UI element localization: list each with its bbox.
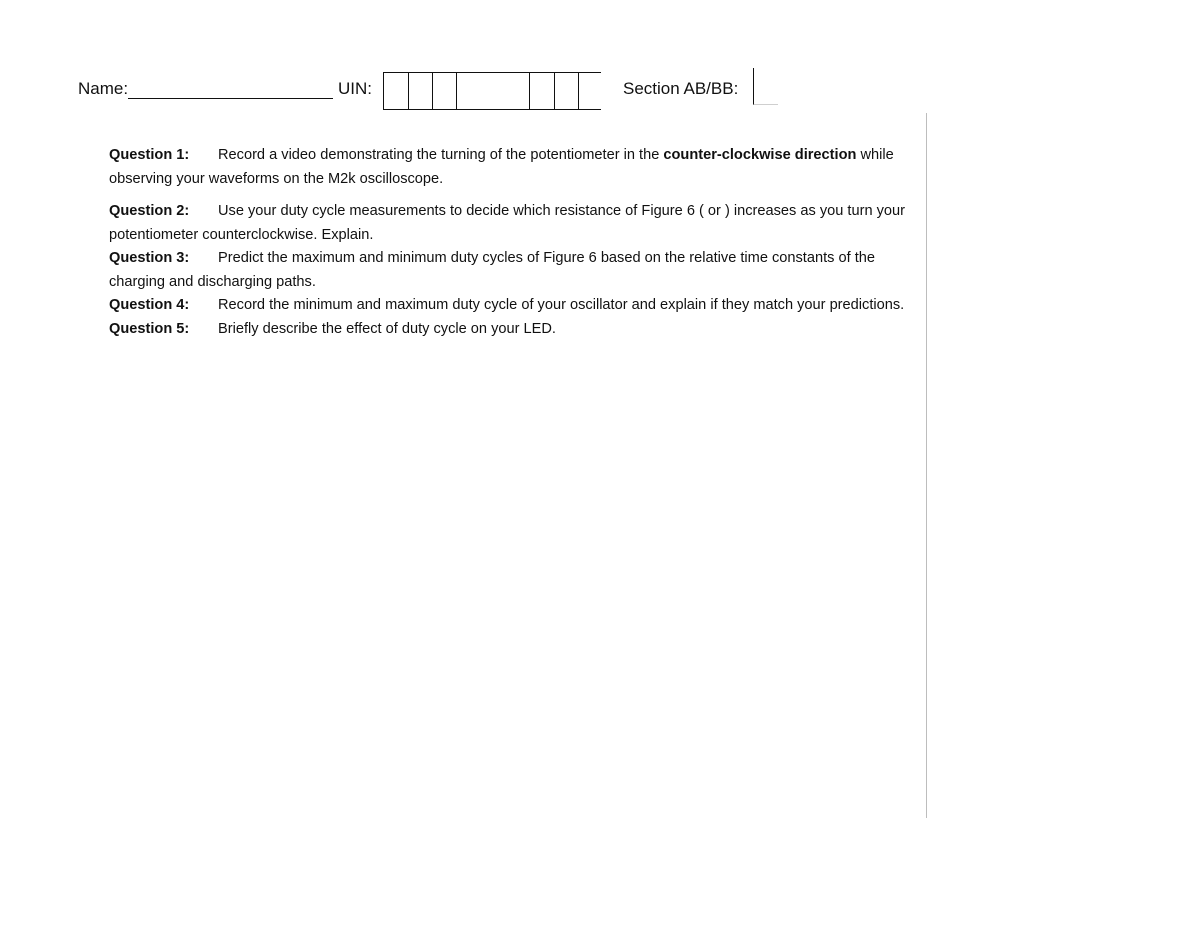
question-list [109, 144, 924, 341]
question-label: Question 5: [109, 320, 190, 337]
uin-cell-divider [408, 73, 409, 109]
question-1 [109, 144, 924, 191]
header-row [78, 70, 798, 110]
question-text: Predict the maximum and minimum duty cycles of Figure 6 based on the relative time constants of the charging and discharging paths. [109, 250, 876, 290]
question-text: Record the minimum and maximum duty cycle of your oscillator and explain if they match your predictions. [218, 297, 905, 313]
uin-label: UIN: [338, 79, 372, 98]
question-3 [109, 247, 924, 294]
uin-cell-divider [578, 73, 579, 109]
question-label: Question 1: [109, 147, 190, 163]
uin-cell-divider [529, 73, 530, 109]
name-field[interactable] [128, 98, 333, 99]
margin-rule [926, 113, 927, 818]
uin-cell-divider [383, 73, 384, 109]
section-label: Section AB/BB: [623, 79, 739, 98]
question-label: Question 3: [109, 250, 190, 266]
uin-cell-divider [554, 73, 555, 109]
uin-field[interactable] [383, 72, 601, 110]
question-4 [109, 294, 924, 318]
question-text: Record a video demonstrating the turning of the potentiometer in the [218, 147, 664, 163]
question-label: Question 4: [109, 297, 190, 313]
uin-cell-divider [456, 73, 457, 109]
question-label: Question 2: [109, 203, 190, 219]
question-5 [109, 318, 924, 342]
section-field[interactable] [753, 68, 778, 105]
name-label: Name: [78, 79, 129, 98]
question-text: while observing your waveforms on the M2k oscilloscope. [109, 147, 894, 187]
question-text: Use your duty cycle measurements to decide which resistance of Figure 6 ( or ) increases as you turn your potentiometer counterclockwise. Explain. [109, 203, 906, 243]
question-emphasis: counter-clockwise direction [663, 147, 857, 163]
question-text: Briefly describe the effect of duty cycle on your LED. [218, 320, 556, 337]
uin-cell-divider [432, 73, 433, 109]
question-2 [109, 200, 924, 247]
